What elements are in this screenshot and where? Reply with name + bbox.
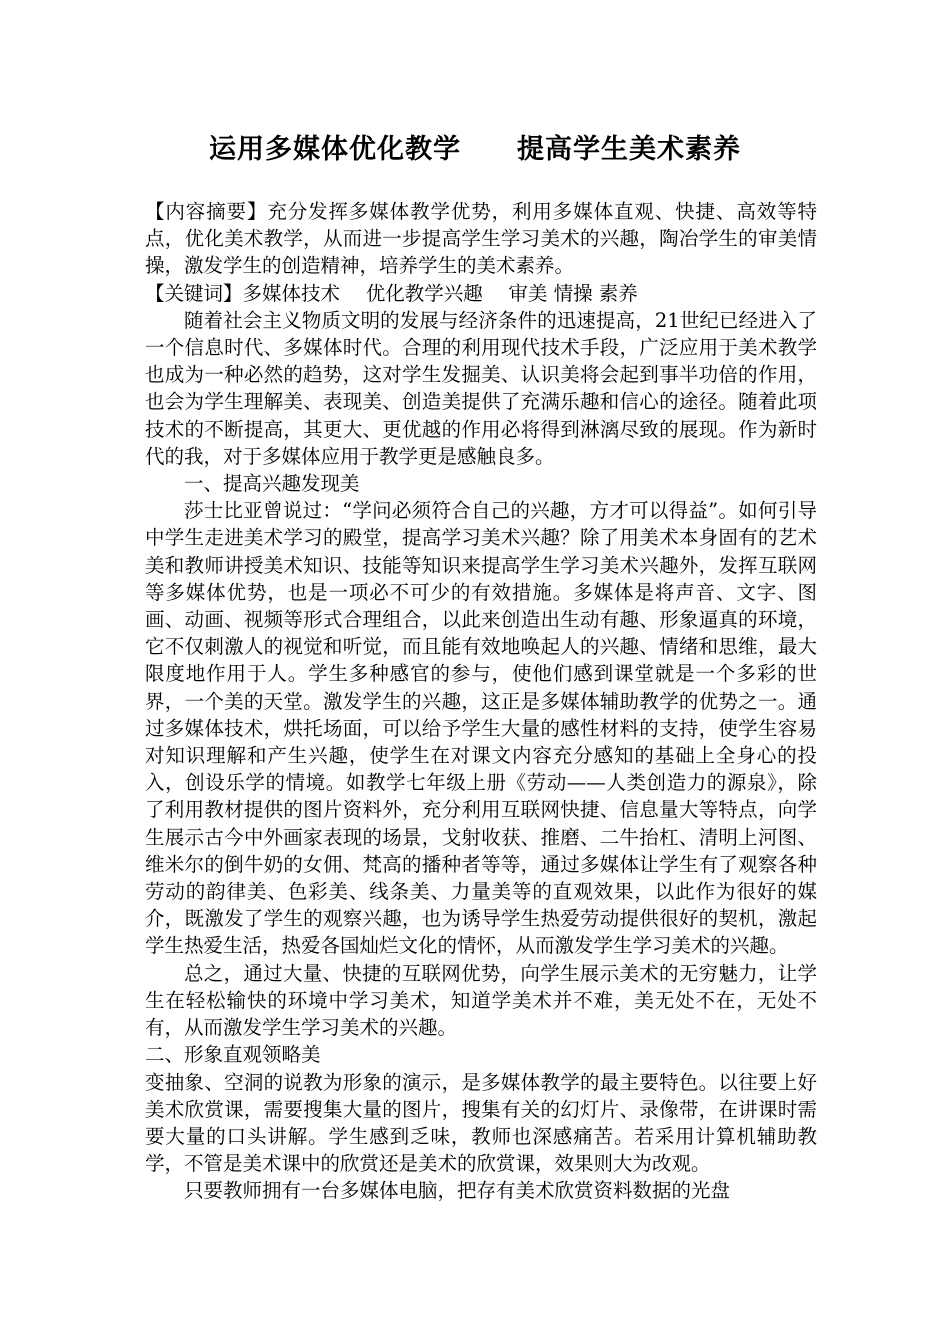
- section1-paragraph-2: 总之，通过大量、快捷的互联网优势，向学生展示美术的无穷魅力，让学生在轻松输快的环境中学习美术，知道学美术并不难，美无处不在，无处不有，从而激发学生学习美术的兴趣。: [145, 961, 817, 1040]
- keywords-line: 【关键词】多媒体技术 优化教学兴趣 审美 情操 素养: [145, 281, 638, 305]
- section2-paragraph-2: 只要教师拥有一台多媒体电脑，把存有美术欣赏资料数据的光盘: [184, 1179, 731, 1203]
- document-body: [145, 198, 817, 1205]
- section2-heading: 二、形象直观领略美: [145, 1043, 321, 1067]
- section1-heading: 一、提高兴趣发现美: [184, 472, 360, 496]
- intro-paragraph: 随着社会主义物质文明的发展与经济条件的迅速提高，21世纪已经进入了一个信息时代、多媒体时代。合理的利用现代技术手段，广泛应用于美术教学也成为一种必然的趋势，这对学生发掘美、认识美将会起到事半功倍的作用，也会为学生理解美、表现美、创造美提供了充满乐趣和信心的途径。随着此项技术的不断提高，其更大、更优越的作用必将得到淋漓尽致的展现。作为新时代的我，对于多媒体应用于教学更是感触良多。: [145, 308, 817, 468]
- section1-paragraph-1: 莎士比亚曾说过：“学问必须符合自己的兴趣，方才可以得益”。如何引导中学生走进美术学习的殿堂，提高学习美术兴趣？除了用美术本身固有的艺术美和教师讲授美术知识、技能等知识来提高学生学习美术兴趣外，发挥互联网等多媒体优势，也是一项必不可少的有效措施。多媒体是将声音、文字、图画、动画、视频等形式合理组合，以此来创造出生动有趣、形象逼真的环境，它不仅刺激人的视觉和听觉，而且能有效地唤起人的兴趣、情绪和思维，最大限度地作用于人。学生多种感官的参与，使他们感到课堂就是一个多彩的世界，一个美的天堂。激发学生的兴趣，这正是多媒体辅助教学的优势之一。通过多媒体技术，烘托场面，可以给予学生大量的感性材料的支持，使学生容易对知识理解和产生兴趣，使学生在对课文内容充分感知的基础上全身心的投入，创设乐学的情境。如教学七年级上册《劳动——人类创造力的源泉》，除了利用教材提供的图片资料外，充分利用互联网快捷、信息量大等特点，向学生展示古今中外画家表现的场景，戈射收获、推磨、二牛抬杠、清明上河图、维米尔的倒牛奶的女佣、梵高的播种者等等，通过多媒体让学生有了观察各种劳动的韵律美、色彩美、线条美、力量美等的直观效果，以此作为很好的媒介，既激发了学生的观察兴趣，也为诱导学生热爱劳动提供很好的契机，激起学生热爱生活，热爱各国灿烂文化的情怀，从而激发学生学习美术的兴趣。: [145, 499, 817, 958]
- abstract-paragraph: 【内容摘要】充分发挥多媒体教学优势，利用多媒体直观、快捷、高效等特点，优化美术教学，从而进一步提高学生学习美术的兴趣，陶冶学生的审美情操，激发学生的创造精神，培养学生的美术素养。: [145, 200, 817, 278]
- document-title: 运用多媒体优化教学 提高学生美术素养: [209, 134, 741, 165]
- section2-paragraph-1: 变抽象、空洞的说教为形象的演示，是多媒体教学的最主要特色。以往要上好美术欣赏课，需要搜集大量的图片，搜集有关的幻灯片、录像带，在讲课时需要大量的口头讲解。学生感到乏味，教师也深感痛苦。若采用计算机辅助教学，不管是美术课中的欣赏还是美术的欣赏课，效果则大为改观。: [145, 1070, 817, 1176]
